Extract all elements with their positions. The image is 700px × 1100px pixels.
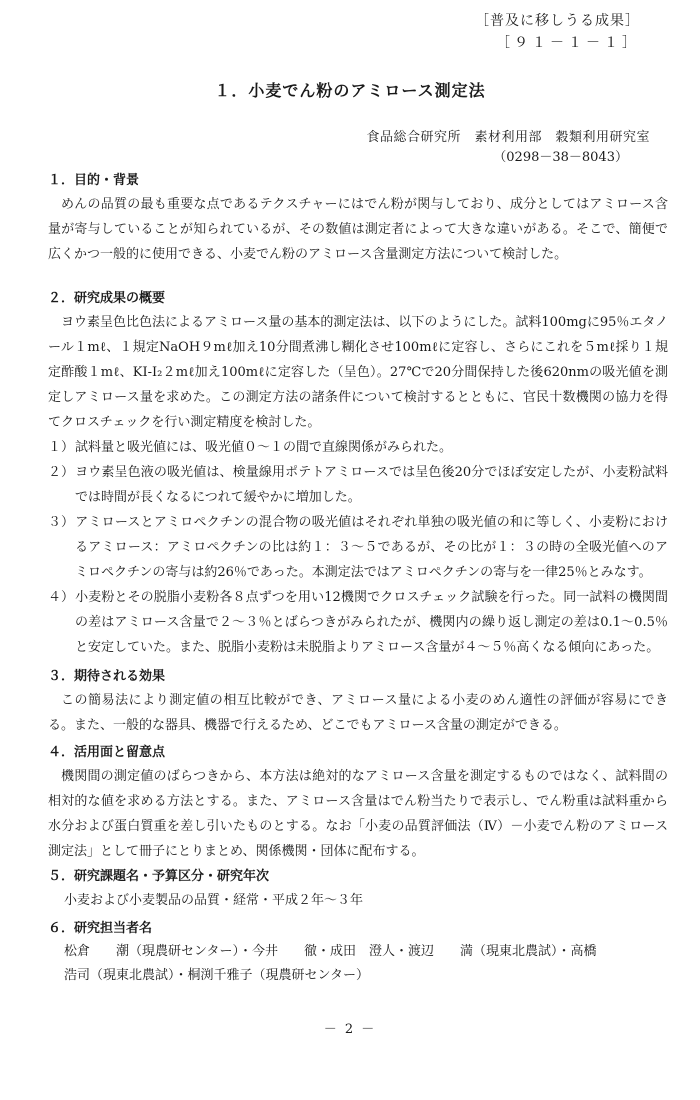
section-heading: ２．研究成果の概要 <box>48 291 166 306</box>
researcher-list <box>48 940 668 988</box>
section-body: この簡易法により測定値の相互比較ができ、アミロース量による小麦のめん適性の評価が容易にできる。また、一般的な器具、機器で行えるため、どこでもアミロース含量の測定ができる。 <box>48 693 668 733</box>
affiliation-text: 食品総合研究所 素材利用部 穀類利用研究室 <box>366 130 650 145</box>
section-heading: ４．活用面と留意点 <box>48 745 166 760</box>
section-results <box>48 288 668 660</box>
list-item: １）試料量と吸光値には、吸光値０～１の間で直線関係がみられた。 <box>48 440 453 455</box>
section-heading: ５．研究課題名・予算区分・研究年次 <box>48 869 270 884</box>
section-body: めんの品質の最も重要な点であるテクスチャーにはでん粉が関与しており、成分としてはアミロース含量が寄与していることが知られているが、その数値は測定者によって大きな違いがある。そこで、簡便で広くかつ一般的に使用できる、小麦でん粉のアミロース含量測定方法について検討した。 <box>48 197 668 262</box>
section-heading: １．目的・背景 <box>48 173 140 188</box>
section-project <box>48 866 668 913</box>
list-item: ２）ヨウ素呈色液の吸光値は、検量線用ポテトアミロースでは呈色後20分でほぼ安定したが、小麦粉試料では時間が長くなるにつれて緩やかに増加した。 <box>48 465 668 505</box>
page-number: － 2 － <box>323 1022 377 1037</box>
list-item: ３）アミロースとアミロペクチンの混合物の吸光値はそれぞれ単独の吸光値の和に等しく、小麦粉におけるアミロース：アミロペクチンの比は約１：３～５であるが、その比が１：３の時の全吸光値へのアミロペクチンの寄与は約26％であった。本測定法ではアミロペクチンの寄与を一律25％とみなす。 <box>48 515 668 580</box>
researcher-line: 浩司（現東北農試）・桐渕千雅子（現農研センター） <box>64 968 369 983</box>
document-number: ［９１－１－１］ <box>496 35 640 51</box>
researcher-line: 松倉 潮（現農研センター）・今井 徹・成田 澄人・渡辺 満（現東北農試）・高橋 <box>64 944 597 959</box>
section-application <box>48 742 668 864</box>
section-body: 機関間の測定値のばらつきから、本方法は絶対的なアミロース含量を測定するものではなく、試料間の相対的な値を求める方法とする。また、アミロース含量はでん粉当たりで表示し、でん粉重は試料重から水分および蛋白質重を差し引いたものとする。なお「小麦の品質評価法（Ⅳ）－小麦でん粉のアミロース測定法」として冊子にとりまとめ、関係機関・団体に配布する。 <box>48 769 668 859</box>
affiliation-block <box>366 128 650 168</box>
section-effects <box>48 666 668 738</box>
phone-number: （0298－38－8043） <box>493 150 628 165</box>
results-list <box>48 435 668 660</box>
section-heading: ３．期待される効果 <box>48 669 166 684</box>
list-item: ４）小麦粉とその脱脂小麦粉各８点ずつを用い12機関でクロスチェック試験を行った。同一試料の機関間の差はアミロース含量で２～３％とばらつきがみられたが、機関内の繰り返し測定の差は0.1～0.5％と安定していた。また、脱脂小麦粉は未脱脂よりアミロース含量が４～５％高くなる傾向にあった。 <box>48 590 668 655</box>
section-body: 小麦および小麦製品の品質・経常・平成２年～３年 <box>64 893 364 908</box>
section-body: ヨウ素呈色比色法によるアミロース量の基本的測定法は、以下のようにした。試料100mgに95％エタノール１mℓ、１規定NaOH９mℓ加え10分間煮沸し糊化させ100mℓに定容し、さらにこれを５mℓ採り１規定酢酸１mℓ、KI-I₂２mℓ加え100mℓに定容した（呈色）。27℃で20分間保持した後620nmの吸光値を測定しアミロース量を求めた。この測定方法の諸条件について検討するとともに、官民十数機関の協力を得てクロスチェックを行い測定精度を検討した。 <box>48 315 668 430</box>
page-title: １．小麦でん粉のアミロース測定法 <box>214 81 486 100</box>
section-purpose <box>48 170 668 267</box>
section-researchers <box>48 918 668 988</box>
category-tag: ［普及に移しうる成果］ <box>475 13 640 29</box>
section-heading: ６．研究担当者名 <box>48 921 153 936</box>
